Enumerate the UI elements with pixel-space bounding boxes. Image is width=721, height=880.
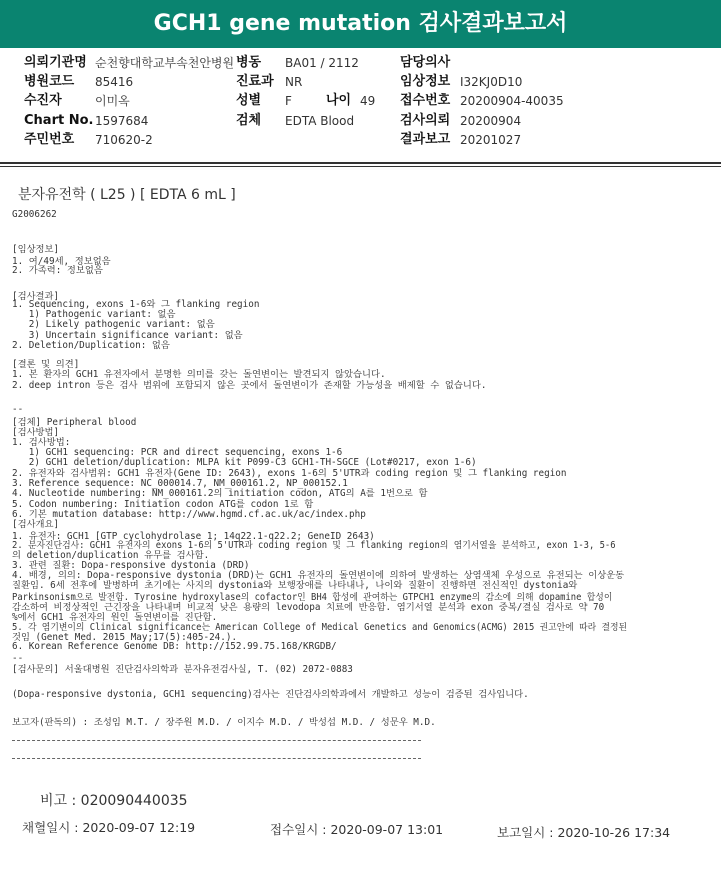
report-line: 1. 본 환자의 GCH1 유전자에서 분명한 의미를 갖는 돌연변이는 발견되지 않았습니다. [12,369,386,380]
report-line: 2) GCH1 deletion/duplication: MLPA kit P099-C3 GCH1-TH-SGCE (Lot#0217, exon 1-6) [12,457,477,468]
report-date-value: 20201027 [460,133,522,147]
report-line: 2) Likely pathogenic variant: 없음 [12,319,215,330]
hospital-code-value: 85416 [95,75,134,89]
report-date-label: 결과보고 [400,132,451,147]
department-label: 진료과 [236,74,274,89]
report-line: 3. 관련 질환: Dopa-responsive dystonia (DRD) [12,560,250,571]
specimen-value: EDTA Blood [285,114,355,128]
reported-datetime: 보고일시 : 2020-10-26 17:34 [497,825,671,840]
department-value: NR [285,75,303,89]
report-line: 1. 여/49세, 정보없음 [12,256,111,267]
report-line: -- [12,404,24,415]
sex-value: F [285,94,292,108]
report-line: 4. 배경, 의의: Dopa-responsive dystonia (DRD)는 GCH1 유전자의 돌연변이에 의하여 발생하는 상염색체 우성으로 유전되는 이상운동 [12,570,625,581]
resident-no-value: 710620-2 [95,133,153,147]
report-line: 2. 분자진단검사: GCH1 유전자의 exons 1-6의 5'UTR과 coding region 및 그 flanking region의 염기서열을 분석하고, exon 1-3, 5-6 [12,540,616,551]
clinical-info-label: 임상정보 [400,74,451,89]
report-line: 6. Korean Reference Genome DB: http://152.99.75.168/KRGDB/ [12,641,337,652]
institution-label: 의뢰기관명 [24,55,87,70]
report-line: 1. Sequencing, exons 1-6와 그 flanking region [12,299,260,310]
chart-no-label: Chart No. [24,113,94,128]
sex-label: 성별 [236,93,262,108]
report-line: [검사문의] 서울대병원 진단검사의학과 분자유전검사실, T. (02) 2072-0883 [12,664,353,675]
report-line: -- [12,653,24,664]
age-label: 나이 [326,93,352,108]
accession-value: 20200904-40035 [460,94,564,108]
report-line: 2. 유전자와 검사범위: GCH1 유전자(Gene ID: 2643), exons 1-6의 5'UTR과 coding region 및 그 flanking region [12,468,567,479]
received-datetime: 접수일시 : 2020-09-07 13:01 [270,822,444,837]
report-line: 4. Nucleotide numbering: NM_000161.2의 initiation codon, ATG의 A를 1번으로 함 [12,488,428,499]
age-value: 49 [360,94,376,108]
report-line: 2. deep intron 등은 검사 범위에 포함되지 않은 곳에서 돌연변이가 존재할 가능성을 배제할 수 없습니다. [12,380,487,391]
patient-label: 수진자 [24,93,62,108]
report-line: [임상정보] [12,244,60,255]
report-line: 5. 각 염기변이의 Clinical significance는 American College of Medical Genetics and Genomics(ACMG) 2015 권고안에 따라 결정된 [12,622,628,633]
divider [0,166,721,167]
request-date-label: 검사의뢰 [400,113,451,128]
specimen-label: 검체 [236,113,262,128]
doctor-label: 담당의사 [400,55,451,70]
report-line: 5. Codon numbering: Initiation codon ATG를 codon 1로 함 [12,499,314,510]
report-line: 의 deletion/duplication 유무를 검사함. [12,550,210,561]
divider [12,740,421,741]
report-title: GCH1 gene mutation 검사결과보고서 [0,0,721,48]
report-line: 질환임. 6세 전후에 발병하며 초기에는 사지의 dystonia와 보행장애를 나타내나, 나이와 질환이 진행하면 전신적인 dystonia와 [12,580,578,591]
ward-value: BA01 / 2112 [285,56,359,70]
resident-no-label: 주민번호 [24,132,75,147]
report-line: Parkinsonism으로 발전함. Tyrosine hydroxylase의 cofactor인 BH4 합성에 관여하는 GTPCH1 enzyme의 감소에 의해 dopamine 합성이 [12,592,613,603]
report-line: 1. 검사방법: [12,437,71,448]
report-line: [결론 및 의견] [12,359,80,370]
hospital-code-label: 병원코드 [24,74,75,89]
report-line: [검사결과] [12,291,60,302]
patient-info [0,53,721,163]
report-line: G2006262 [12,209,57,220]
report-line: 2. Deletion/Duplication: 없음 [12,340,170,351]
report-line: 보고자(판독의) : 조성임 M.T. / 장주원 M.D. / 이지수 M.D. / 박성섭 M.D. / 성문우 M.D. [12,717,436,728]
report-line: 6. 기본 mutation database: http://www.hgmd.cf.ac.uk/ac/index.php [12,509,366,520]
report-line: [검사방법] [12,427,60,438]
report-line: 감소하여 비정상적인 근긴장을 나타내며 비교적 낮은 용량의 levodopa 치료에 반응함. 염기서열 분석과 exon 중복/결실 검사로 약 70 [12,602,605,613]
report-line: 3. Reference sequence: NC_000014.7, NM_000161.2, NP_000152.1 [12,478,348,489]
report-line: 2. 가족력: 정보없음 [12,265,103,276]
report-line: [검사개요] [12,519,60,530]
report-line: 것임 (Genet Med. 2015 May;17(5):405-24.). [12,632,238,643]
report-line: 3) Uncertain significance variant: 없음 [12,330,243,341]
report-line: 1) Pathogenic variant: 없음 [12,309,176,320]
barcode-number: 비고 : 020090440035 [40,793,188,809]
patient-value: 이미옥 [95,94,130,108]
clinical-info-value: I32KJ0D10 [460,75,523,89]
divider [0,162,721,164]
institution-value: 순천향대학교부속천안병원 [95,56,235,70]
chart-no-value: 1597684 [95,114,149,128]
collected-datetime: 채혈일시 : 2020-09-07 12:19 [22,820,196,835]
accession-label: 접수번호 [400,93,451,108]
section-title: 분자유전학 ( L25 ) [ EDTA 6 mL ] [18,187,236,203]
request-date-value: 20200904 [460,114,522,128]
report-line: 1) GCH1 sequencing: PCR and direct sequencing, exons 1-6 [12,447,343,458]
ward-label: 병동 [236,55,262,70]
report-line: %에서 GCH1 유전자의 원인 돌연변이를 진단함. [12,612,218,623]
report-line: 1. 유전자: GCH1 [GTP cyclohydrolase 1; 14q22.1-q22.2; GeneID 2643) [12,531,375,542]
report-line: [검체] Peripheral blood [12,417,137,428]
report-line: (Dopa-responsive dystonia, GCH1 sequencing)검사는 진단검사의학과에서 개발하고 성능이 검증된 검사입니다. [12,689,529,700]
divider [12,758,421,759]
